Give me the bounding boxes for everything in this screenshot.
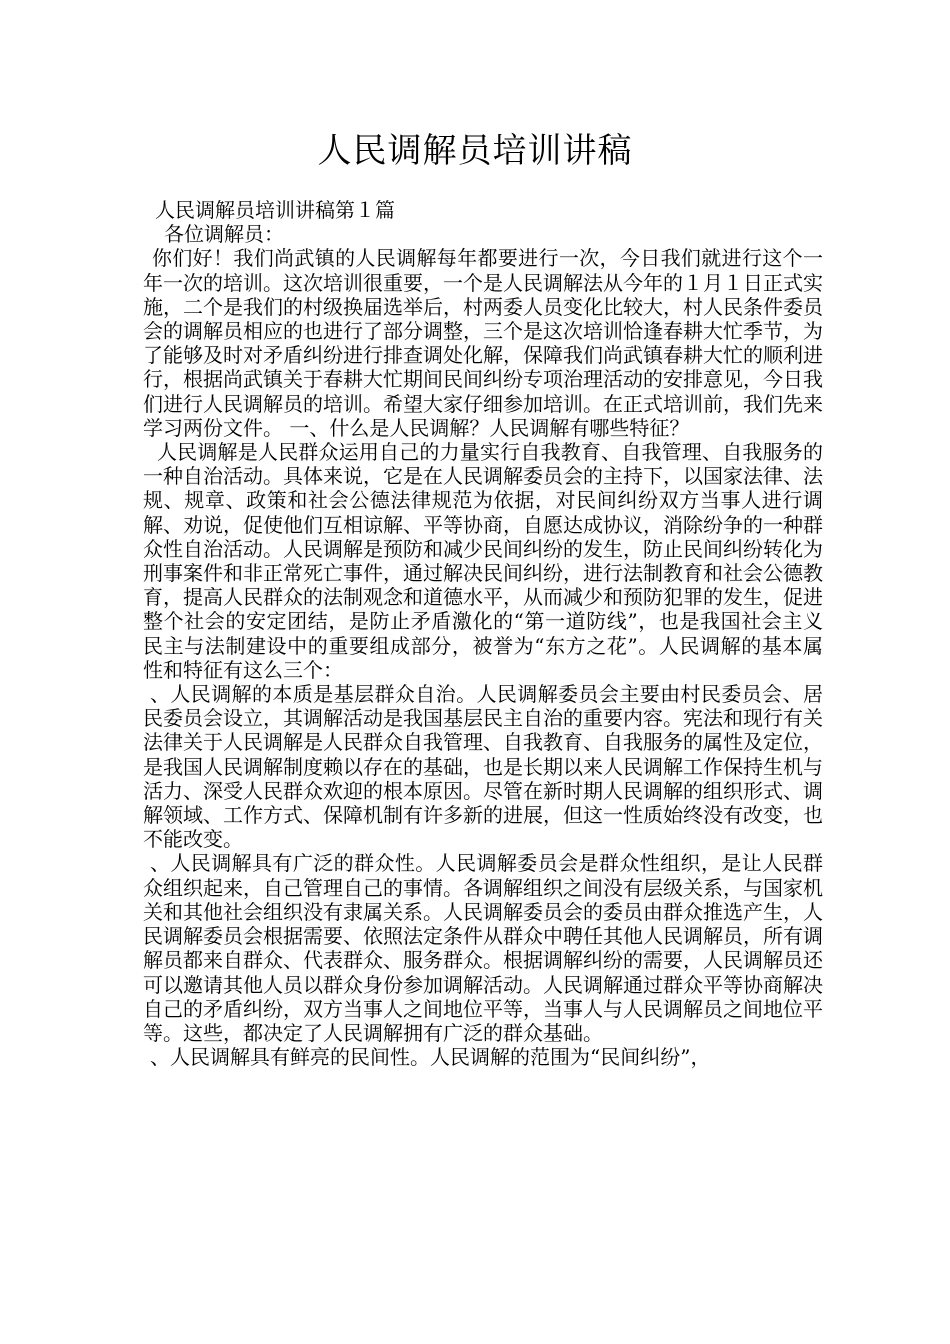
document-title: 人民调解员培训讲稿 (317, 131, 633, 171)
section-heading: 人民调解员培训讲稿第１篇 (155, 198, 395, 222)
paragraph: 、人民调解具有鲜亮的民间性。人民调解的范围为“民间纠纷”， (150, 1045, 711, 1070)
salutation: 各位调解员： (164, 222, 284, 247)
document-body (143, 198, 823, 1069)
paragraph: 你们好！我们尚武镇的人民调解每年都要进行一次，今日我们就进行这个一年一次的培训。这次培训很重要，一个是人民调解法从今年的１月１日正式实施，二个是我们的村级换届选举后，村两委人员变化比较大，村人民条件委员会的调解员相应的也进行了部分调整，三个是这次培训恰逢春耕大忙季节，为了能够及时对矛盾纠纷进行排查调处化解，保障我们尚武镇春耕大忙的顺利进行，根据尚武镇关于春耕大忙期间民间纠纷专项治理活动的安排意见，今日我们进行人民调解员的培训。希望大家仔细参加培训。在正式培训前，我们先来学习两份文件。 一、什么是人民调解？人民调解有哪些特征？ (143, 246, 823, 440)
paragraph: 、人民调解的本质是基层群众自治。人民调解委员会主要由村民委员会、居民委员会设立，其调解活动是我国基层民主自治的重要内容。宪法和现行有关法律关于人民调解是人民群众自我管理、自我教育、自我服务的属性及定位，是我国人民调解制度赖以存在的基础，也是长期以来人民调解工作保持生机与活力、深受人民群众欢迎的根本原因。尽管在新时期人民调解的组织形式、调解领域、工作方式、保障机制有许多新的进展，但这一性质始终没有改变，也不能改变。 (143, 682, 823, 852)
paragraph: 人民调解是人民群众运用自己的力量实行自我教育、自我管理、自我服务的一种自治活动。具体来说，它是在人民调解委员会的主持下，以国家法律、法规、规章、政策和社会公德法律规范为依据，对民间纠纷双方当事人进行调解、劝说，促使他们互相谅解、平等协商，自愿达成协议，消除纷争的一种群众性自治活动。人民调解是预防和减少民间纠纷的发生，防止民间纠纷转化为刑事案件和非正常死亡事件，通过解决民间纠纷，进行法制教育和社会公德教育，提高人民群众的法制观念和道德水平，从而减少和预防犯罪的发生，促进整个社会的安定团结，是防止矛盾激化的“第一道防线”，也是我国社会主义民主与法制建设中的重要组成部分，被誉为“东方之花”。人民调解的基本属性和特征有这么三个： (143, 440, 823, 682)
paragraph: 、人民调解具有广泛的群众性。人民调解委员会是群众性组织，是让人民群众组织起来，自己管理自己的事情。各调解组织之间没有层级关系，与国家机关和其他社会组织没有隶属关系。人民调解委员会的委员由群众推选产生，人民调解委员会根据需要、依照法定条件从群众中聘任其他人民调解员，所有调解员都来自群众、代表群众、服务群众。根据调解纠纷的需要，人民调解员还可以邀请其他人员以群众身份参加调解活动。人民调解通过群众平等协商解决自己的矛盾纠纷，双方当事人之间地位平等，当事人与人民调解员之间地位平等。这些，都决定了人民调解拥有广泛的群众基础。 (143, 851, 823, 1045)
